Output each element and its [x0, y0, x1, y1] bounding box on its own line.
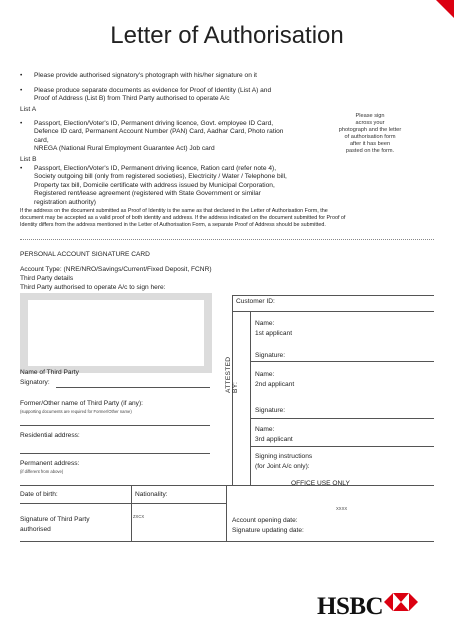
list-a-items	[20, 120, 284, 154]
dob-bottom-line	[20, 503, 226, 504]
dob-label[interactable]: Date of birth:	[20, 491, 58, 498]
list-a-line3: card,	[34, 136, 49, 144]
signing-instructions-label[interactable]: Signing instructions	[255, 453, 313, 460]
customer-id-line	[232, 311, 434, 312]
sign-note-line3: photograph and the letter	[338, 127, 402, 133]
hex-top	[393, 593, 409, 602]
authorised-line: Third Party authorised to operate A/c to sign here:	[20, 284, 166, 291]
instruction-1-text: Please provide authorised signatory's photograph with his/her signature on it	[34, 72, 258, 79]
applicant3-line	[250, 446, 434, 447]
xxxx-label: XXXX	[336, 506, 348, 511]
opening-date-label[interactable]: Account opening date:	[232, 517, 298, 524]
sign-note-line4: of authorisation form	[344, 134, 396, 140]
section-divider	[20, 239, 434, 240]
instruction-1	[20, 72, 258, 80]
address-note	[20, 208, 440, 230]
list-b-items	[20, 165, 287, 207]
list-a-line2: Defence ID card, Permanent Account Number (PAN) Card, Aadhar Card, Photo ration	[34, 128, 284, 136]
updating-date-label[interactable]: Signature updating date:	[232, 527, 304, 534]
hsbc-hexagon-icon	[384, 593, 418, 611]
sign-note-line2: across your	[355, 120, 385, 126]
third-party-details: Third Party details	[20, 275, 74, 282]
instruction-2	[20, 87, 272, 104]
list-b-line3: Property tax bill, Domicile certificate with address issued by Municipal Corporation,	[34, 181, 275, 189]
permanent-address-note: (if different from above)	[20, 469, 64, 474]
tp-name-label: Name of Third Party	[20, 369, 79, 376]
instruction-2-line2: Proof of Address (List B) from Third Party authorised to operate A/c	[34, 95, 230, 103]
third-party-signature-box[interactable]	[20, 293, 212, 373]
signature1-label[interactable]: Signature:	[255, 352, 286, 359]
applicant1-label: 1st applicant	[255, 330, 293, 337]
signatory-line	[56, 387, 210, 388]
sign-note-line6: pasted on the form.	[345, 148, 395, 154]
dob-divider	[131, 485, 132, 503]
signature-area[interactable]	[28, 300, 204, 366]
name2-label[interactable]: Name:	[255, 371, 275, 378]
list-a-line4: NREGA (National Rural Employment Guarantee Act) Job card	[34, 145, 215, 153]
card-bottom-line	[20, 541, 434, 542]
tp-signature-line2: authorised	[20, 526, 51, 533]
name1-label[interactable]: Name:	[255, 320, 275, 327]
tp-signature-divider	[131, 503, 132, 541]
applicant2-line	[250, 418, 434, 419]
signature2-label[interactable]: Signature:	[255, 407, 286, 414]
office-divider	[226, 485, 227, 541]
sign-across-note	[322, 113, 418, 155]
list-b-heading: List B	[20, 156, 37, 163]
list-a-heading: List A	[20, 106, 37, 113]
list-a-line1: Passport, Election/Voter's ID, Permanent driving licence, Govt. employee ID Card,	[34, 120, 274, 127]
residential-address-label[interactable]: Residential address:	[20, 432, 80, 439]
permanent-address-label[interactable]: Permanent address:	[20, 460, 80, 467]
attested-by-label: ATTESTED BY:	[225, 356, 239, 393]
list-b-line4: Registered rent/lease agreement (registered with State Government or similar	[34, 190, 261, 198]
hex-left	[384, 593, 393, 611]
applicant3-label: 3rd applicant	[255, 436, 293, 443]
customer-id-top-line	[232, 295, 434, 296]
note-line1: If the address on the document submitted as Proof of Identity is the same as that declared in the Letter of Authorisation Form, the	[20, 208, 328, 214]
hex-bottom	[393, 602, 409, 611]
sign-note-line1: Please sign	[355, 113, 385, 119]
name3-label[interactable]: Name:	[255, 426, 275, 433]
note-line3: Identity differs from the address mentioned in the Letter of Authorisation Form, a separate Proof of Address should be submitted.	[20, 222, 326, 229]
former-name-note: (supporting documents are required for Former/Other name)	[20, 409, 132, 414]
bullet-icon: •	[20, 120, 23, 127]
hex-right	[409, 593, 418, 611]
note-line2: document may be accepted as a valid proof of both identity and address. If the address indicated on the document submitted for Proof of	[20, 215, 346, 222]
zxcx-label: ZXCX	[133, 514, 145, 519]
tp-signatory-label[interactable]: Signatory:	[20, 379, 50, 386]
bullet-icon: •	[20, 87, 23, 94]
former-name-label[interactable]: Former/Other name of Third Party (if any):	[20, 400, 143, 407]
bullet-icon: •	[20, 72, 23, 79]
sign-note-line5: after it has been	[349, 141, 391, 147]
applicant1-line	[250, 361, 434, 362]
list-b-line5: registration authority)	[34, 198, 96, 206]
office-use-label: OFFICE USE ONLY	[291, 480, 350, 487]
card-heading: PERSONAL ACCOUNT SIGNATURE CARD	[20, 251, 150, 258]
joint-only-label: (for Joint A/c only):	[255, 463, 310, 470]
list-b-line2: Society outgoing bill (only from registered societies), Electricity / Water / Telephone bill,	[34, 173, 287, 181]
corner-red-triangle	[436, 0, 454, 18]
nationality-label[interactable]: Nationality:	[135, 491, 168, 498]
dob-top-line	[20, 485, 434, 486]
customer-id-label[interactable]: Customer ID:	[236, 298, 275, 305]
former-name-line	[20, 425, 210, 426]
bullet-icon: •	[20, 165, 23, 172]
account-type[interactable]: Account Type: (NRE/NRO/Savings/Current/Fixed Deposit, FCNR)	[20, 266, 212, 273]
list-b-line1: Passport, Election/Voter's ID, Permanent driving licence, Ration card (refer note 4),	[34, 165, 277, 172]
instruction-2-line1: Please produce separate documents as evidence for Proof of Identity (List A) and	[34, 87, 272, 94]
attested-column-border	[250, 311, 251, 485]
hsbc-wordmark: HSBC	[317, 593, 384, 620]
applicant2-label: 2nd applicant	[255, 381, 295, 388]
page-title: Letter of Authorisation	[110, 22, 344, 49]
tp-signature-line1: Signature of Third Party	[20, 516, 90, 523]
residential-line	[20, 453, 210, 454]
